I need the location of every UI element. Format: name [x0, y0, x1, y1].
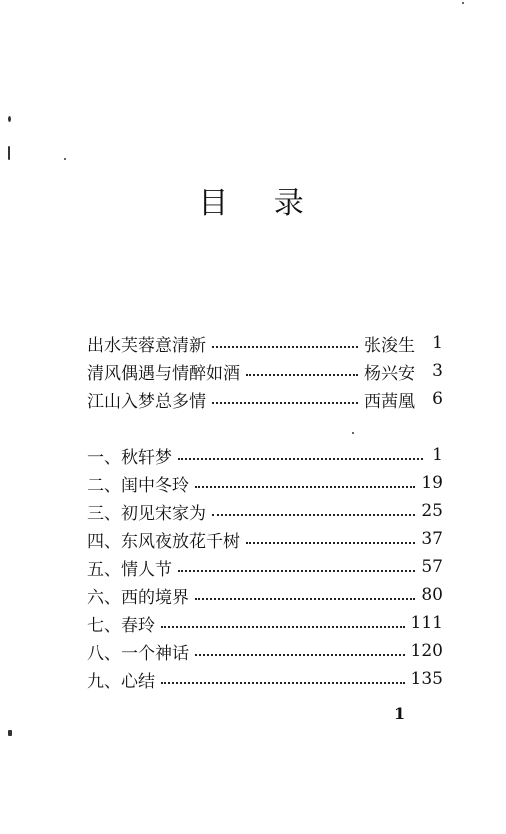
toc-entry-author: 张浚生	[364, 335, 415, 356]
toc-entry-title: 清风偶遇与情醉如酒	[87, 363, 240, 384]
toc-entry-page: 80	[421, 585, 443, 605]
toc-row	[87, 469, 443, 497]
toc-entry-title: 二、闺中冬玲	[87, 475, 189, 496]
dot-leader	[178, 456, 423, 460]
dot-leader	[178, 568, 415, 572]
page-number: 1	[394, 704, 406, 723]
toc-entry-page: 19	[421, 473, 443, 493]
toc-entry-page: 135	[410, 669, 443, 689]
toc-row	[87, 357, 443, 385]
scan-speck	[8, 146, 10, 160]
toc-row	[87, 329, 443, 357]
scan-speck	[8, 730, 12, 736]
toc-row	[87, 497, 443, 525]
toc-entry-page: 1	[432, 333, 443, 353]
toc-entry-title: 八、一个神话	[87, 643, 189, 664]
toc-row	[87, 441, 443, 469]
toc-entry-title: 六、西的境界	[87, 587, 189, 608]
toc-entry-title: 江山入梦总多情	[87, 391, 206, 412]
toc-entry-title: 九、心结	[87, 671, 155, 692]
toc-entry-page: 6	[432, 389, 443, 409]
toc-entry-title: 五、情人节	[87, 559, 172, 580]
toc-entry-page: 25	[421, 501, 443, 521]
dot-leader	[212, 400, 358, 404]
toc-entry-page: 57	[421, 557, 443, 577]
toc-row	[87, 665, 443, 693]
toc-entry-page: 1	[432, 445, 443, 465]
toc-row	[87, 609, 443, 637]
toc-entry-title: 三、初见宋家为	[87, 503, 206, 524]
toc-entry-page: 3	[432, 361, 443, 381]
dot-leader	[195, 652, 405, 656]
scan-speck	[64, 158, 66, 160]
toc-entry-title: 七、春玲	[87, 615, 155, 636]
page-title: 目 录	[198, 186, 322, 221]
dot-leader	[212, 344, 358, 348]
dot-leader	[195, 484, 415, 488]
chapter-list	[87, 441, 443, 693]
dot-leader	[246, 372, 358, 376]
toc-row	[87, 637, 443, 665]
dot-leader	[212, 512, 415, 516]
toc-entry-page: 120	[410, 641, 443, 661]
toc-row	[87, 581, 443, 609]
toc-entry-page: 111	[410, 613, 443, 633]
preface-list	[87, 329, 443, 413]
toc-row	[87, 525, 443, 553]
scan-speck	[462, 2, 464, 4]
toc-entry-page: 37	[421, 529, 443, 549]
toc-entry-title: 四、东风夜放花千树	[87, 531, 240, 552]
toc-entry-title: 出水芙蓉意清新	[87, 335, 206, 356]
scan-speck	[8, 116, 11, 122]
dot-leader	[161, 624, 405, 628]
toc-entry-author: 杨兴安	[364, 363, 415, 384]
toc-entry-title: 一、秋轩梦	[87, 447, 172, 468]
dot-leader	[246, 540, 415, 544]
toc-entry-author: 西茜凰	[364, 391, 415, 412]
toc-row	[87, 385, 443, 413]
scan-speck	[352, 432, 354, 434]
toc-row	[87, 553, 443, 581]
dot-leader	[195, 596, 415, 600]
dot-leader	[161, 680, 405, 684]
